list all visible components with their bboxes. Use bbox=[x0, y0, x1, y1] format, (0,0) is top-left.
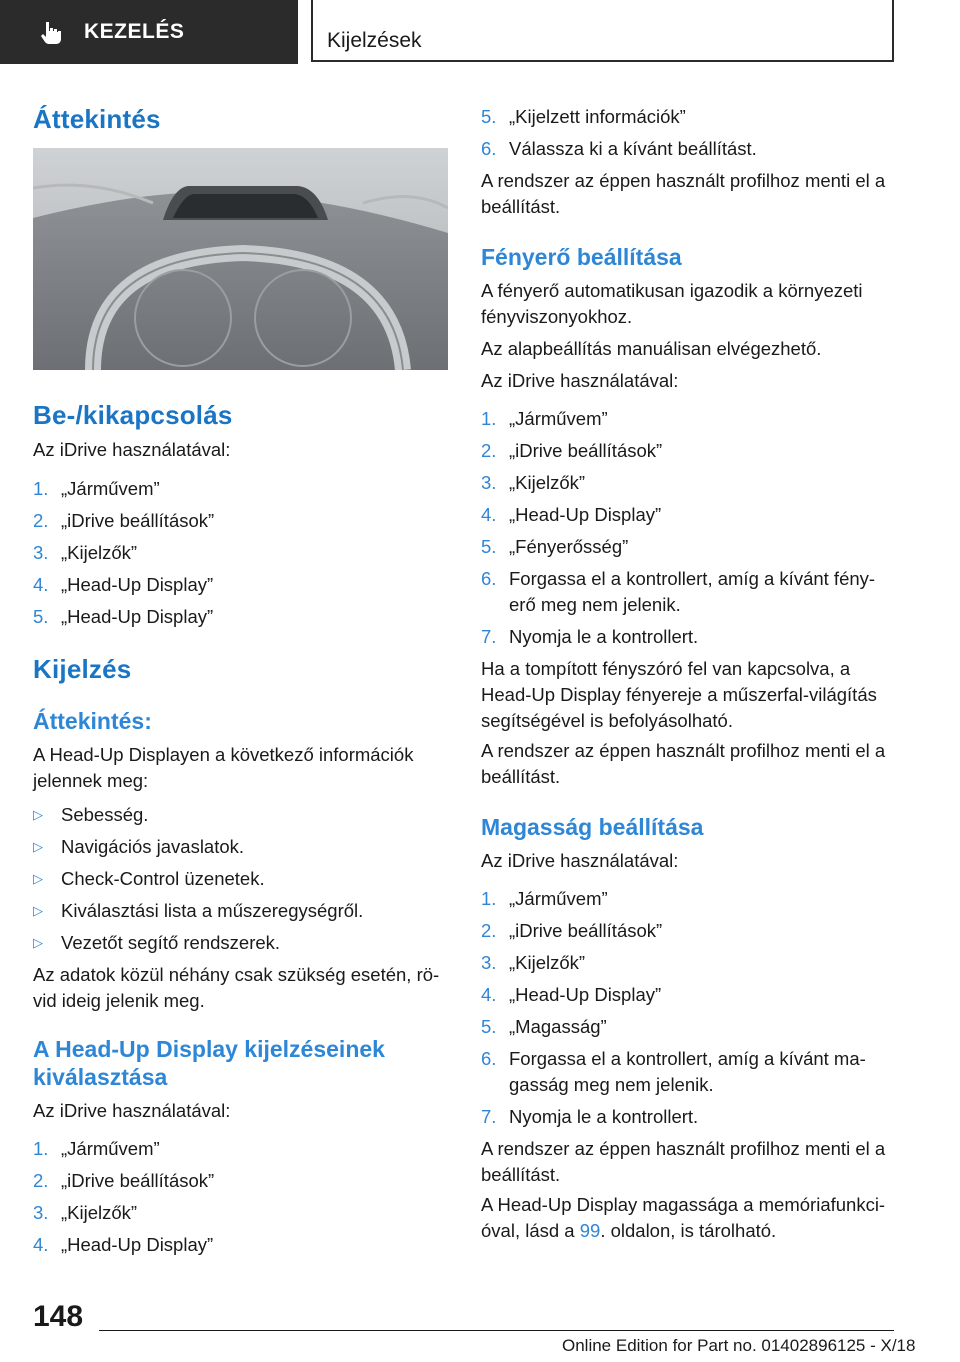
heading-height: Magasság beállítása bbox=[481, 814, 704, 840]
edition-label: Online Edition for Part no. 01402896125 - X/18 bbox=[562, 1336, 916, 1355]
triangle-bullet-icon: ▷ bbox=[33, 871, 43, 886]
brightness-p1-line2: fényviszonyokhoz. bbox=[481, 306, 633, 327]
section-label: KEZELÉS bbox=[84, 20, 185, 43]
chapter-title: Kijelzések bbox=[327, 29, 422, 52]
brightness-note-line1: Ha a tompított fényszóró fel van kapcsolva, a bbox=[481, 658, 851, 679]
profile-note2-line1: A rendszer az éppen használt profilhoz menti el a bbox=[481, 740, 886, 761]
memory-line1: A Head-Up Display magassága a memóriafunkci- bbox=[481, 1194, 886, 1215]
heading-select-line1: A Head-Up Display kijelzéseinek bbox=[33, 1036, 385, 1062]
heading-display: Kijelzés bbox=[33, 654, 132, 684]
triangle-bullet-icon: ▷ bbox=[33, 839, 43, 854]
brightness-note-line2: Head-Up Display fényereje a műszerfal-világítás bbox=[481, 684, 877, 705]
profile-note3-line1: A rendszer az éppen használt profilhoz menti el a bbox=[481, 1138, 886, 1159]
heading-display-overview: Áttekintés: bbox=[33, 708, 152, 734]
height-intro: Az iDrive használatával: bbox=[481, 850, 679, 871]
display-intro-line1: A Head-Up Displayen a következő információk bbox=[33, 744, 414, 765]
display-note-line1: Az adatok közül néhány csak szükség esetén, rö- bbox=[33, 964, 440, 985]
profile-note-line1: A rendszer az éppen használt profilhoz menti el a bbox=[481, 170, 886, 191]
chapter-header bbox=[311, 0, 894, 62]
heading-onoff: Be-/kikapcsolás bbox=[33, 400, 233, 430]
triangle-bullet-icon: ▷ bbox=[33, 903, 43, 918]
brightness-p2: Az alapbeállítás manuálisan elvégezhető. bbox=[481, 338, 822, 359]
section-tab bbox=[0, 0, 298, 64]
onoff-intro: Az iDrive használatával: bbox=[33, 439, 231, 460]
page-number: 148 bbox=[33, 1300, 84, 1333]
brightness-note-line3: segítségével is befolyásolható. bbox=[481, 710, 733, 731]
memory-line2: óval, lásd a 99. oldalon, is tárolható. bbox=[481, 1220, 777, 1241]
hud-dashboard-illustration bbox=[33, 148, 448, 370]
triangle-bullet-icon: ▷ bbox=[33, 807, 43, 822]
profile-note2-line2: beállítást. bbox=[481, 766, 561, 787]
triangle-bullet-icon: ▷ bbox=[33, 935, 43, 950]
brightness-intro: Az iDrive használatával: bbox=[481, 370, 679, 391]
heading-overview: Áttekintés bbox=[33, 104, 161, 134]
display-note-line2: vid ideig jelenik meg. bbox=[33, 990, 205, 1011]
heading-brightness: Fényerő beállítása bbox=[481, 244, 682, 270]
hand-pointer-icon bbox=[38, 19, 64, 45]
heading-select-line2: kiválasztása bbox=[33, 1064, 168, 1090]
page-link[interactable]: 99 bbox=[579, 1220, 601, 1241]
footer-divider bbox=[99, 1330, 894, 1331]
profile-note-line2: beállítást. bbox=[481, 196, 561, 217]
brightness-p1-line1: A fényerő automatikusan igazodik a környezeti bbox=[481, 280, 863, 301]
display-intro-line2: jelennek meg: bbox=[33, 770, 149, 791]
profile-note3-line2: beállítást. bbox=[481, 1164, 561, 1185]
select-intro: Az iDrive használatával: bbox=[33, 1100, 231, 1121]
